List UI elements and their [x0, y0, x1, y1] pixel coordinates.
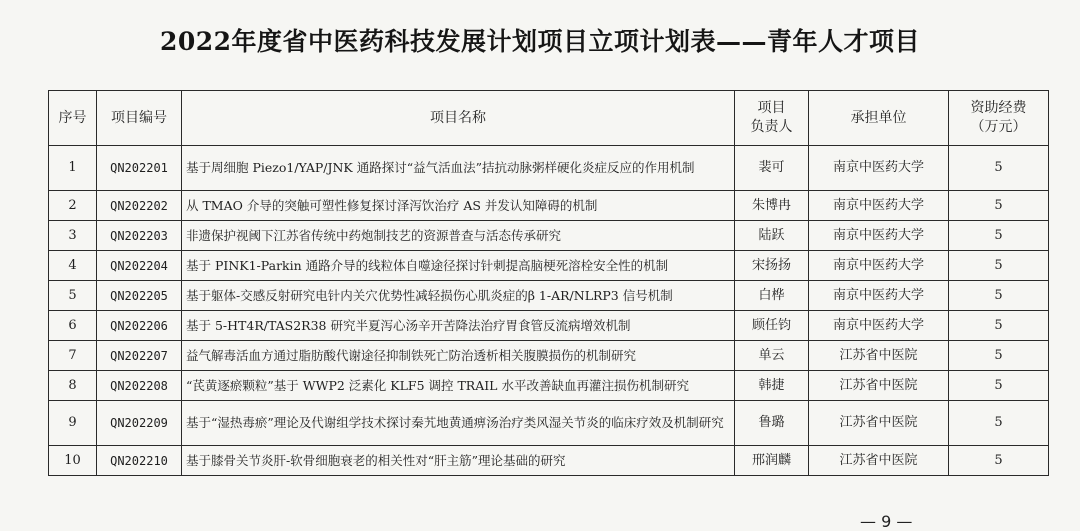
row-index: 1: [49, 146, 97, 191]
row-unit: 南京中医药大学: [809, 191, 949, 221]
row-unit: 南京中医药大学: [809, 146, 949, 191]
row-leader: 裴可: [735, 146, 809, 191]
row-project-name: 基于膝骨关节炎肝-软骨细胞衰老的相关性对“肝主筋”理论基础的研究: [182, 446, 735, 476]
header-leader-line2: 负责人: [750, 119, 793, 135]
row-funding: 5: [949, 311, 1049, 341]
row-code: QN202210: [97, 446, 182, 476]
row-code: QN202204: [97, 251, 182, 281]
row-project-name: 基于 5-HT4R/TAS2R38 研究半夏泻心汤辛开苦降法治疗胃食管反流病增效机制: [182, 311, 735, 341]
row-index: 10: [49, 446, 97, 476]
header-index: 序号: [49, 91, 97, 146]
row-project-name: 益气解毒活血方通过脂肪酸代谢途径抑制铁死亡防治透析相关腹膜损伤的机制研究: [182, 341, 735, 371]
row-unit: 江苏省中医院: [809, 371, 949, 401]
table-row: [49, 251, 1049, 281]
row-leader: 韩捷: [735, 371, 809, 401]
header-leader: [735, 91, 809, 146]
row-leader: 邢润麟: [735, 446, 809, 476]
row-project-name: “芪黄逐瘀颗粒”基于 WWP2 泛素化 KLF5 调控 TRAIL 水平改善缺血再灌注损伤机制研究: [182, 371, 735, 401]
row-leader: 鲁璐: [735, 401, 809, 446]
row-project-name: 基于躯体-交感反射研究电针内关穴优势性减轻损伤心肌炎症的β 1-AR/NLRP3 信号机制: [182, 281, 735, 311]
row-unit: 南京中医药大学: [809, 251, 949, 281]
header-name: 项目名称: [182, 91, 735, 146]
row-funding: 5: [949, 251, 1049, 281]
row-leader: 陆跃: [735, 221, 809, 251]
table-row: [49, 221, 1049, 251]
row-leader: 朱博冉: [735, 191, 809, 221]
table-row: [49, 311, 1049, 341]
row-code: QN202206: [97, 311, 182, 341]
row-funding: 5: [949, 341, 1049, 371]
row-project-name: 基于 PINK1-Parkin 通路介导的线粒体自噬途径探讨针刺提高脑梗死溶栓安全性的机制: [182, 251, 735, 281]
project-table: [48, 90, 1049, 476]
table-row: [49, 371, 1049, 401]
row-code: QN202202: [97, 191, 182, 221]
row-project-name: 基于周细胞 Piezo1/YAP/JNK 通路探讨“益气活血法”拮抗动脉粥样硬化炎症反应的作用机制: [182, 146, 735, 191]
row-index: 6: [49, 311, 97, 341]
row-index: 3: [49, 221, 97, 251]
row-unit: 江苏省中医院: [809, 341, 949, 371]
table-row: [49, 446, 1049, 476]
row-code: QN202201: [97, 146, 182, 191]
row-funding: 5: [949, 146, 1049, 191]
row-leader: 白桦: [735, 281, 809, 311]
row-project-name: 从 TMAO 介导的突触可塑性修复探讨泽泻饮治疗 AS 并发认知障碍的机制: [182, 191, 735, 221]
row-unit: 江苏省中医院: [809, 446, 949, 476]
header-leader-line1: 项目: [757, 100, 786, 116]
row-unit: 南京中医药大学: [809, 221, 949, 251]
row-leader: 单云: [735, 341, 809, 371]
row-index: 5: [49, 281, 97, 311]
row-unit: 南京中医药大学: [809, 311, 949, 341]
row-index: 9: [49, 401, 97, 446]
row-code: QN202205: [97, 281, 182, 311]
row-unit: 南京中医药大学: [809, 281, 949, 311]
row-code: QN202207: [97, 341, 182, 371]
row-index: 4: [49, 251, 97, 281]
row-funding: 5: [949, 281, 1049, 311]
row-funding: 5: [949, 191, 1049, 221]
table-row: [49, 281, 1049, 311]
row-code: QN202208: [97, 371, 182, 401]
row-unit: 江苏省中医院: [809, 401, 949, 446]
row-code: QN202209: [97, 401, 182, 446]
table-row: [49, 401, 1049, 446]
table-row: [49, 146, 1049, 191]
row-leader: 宋扬扬: [735, 251, 809, 281]
row-funding: 5: [949, 221, 1049, 251]
table-header-row: [49, 91, 1049, 146]
row-code: QN202203: [97, 221, 182, 251]
table-row: [49, 191, 1049, 221]
row-project-name: 非遗保护视阈下江苏省传统中药炮制技艺的资源普查与活态传承研究: [182, 221, 735, 251]
row-funding: 5: [949, 371, 1049, 401]
page-title: 2022年度省中医药科技发展计划项目立项计划表——青年人才项目: [159, 27, 921, 56]
header-code: 项目编号: [97, 91, 182, 146]
page-number: — 9 —: [860, 512, 913, 531]
header-funding-line2: （万元）: [970, 119, 1027, 135]
row-index: 8: [49, 371, 97, 401]
row-index: 2: [49, 191, 97, 221]
row-index: 7: [49, 341, 97, 371]
table-row: [49, 341, 1049, 371]
row-funding: 5: [949, 401, 1049, 446]
header-funding-line1: 资助经费: [970, 100, 1027, 116]
row-project-name: 基于“湿热毒瘀”理论及代谢组学技术探讨秦艽地黄通痹汤治疗类风湿关节炎的临床疗效及机制研究: [182, 401, 735, 446]
header-unit: 承担单位: [809, 91, 949, 146]
row-leader: 顾任钧: [735, 311, 809, 341]
row-funding: 5: [949, 446, 1049, 476]
header-funding: [949, 91, 1049, 146]
